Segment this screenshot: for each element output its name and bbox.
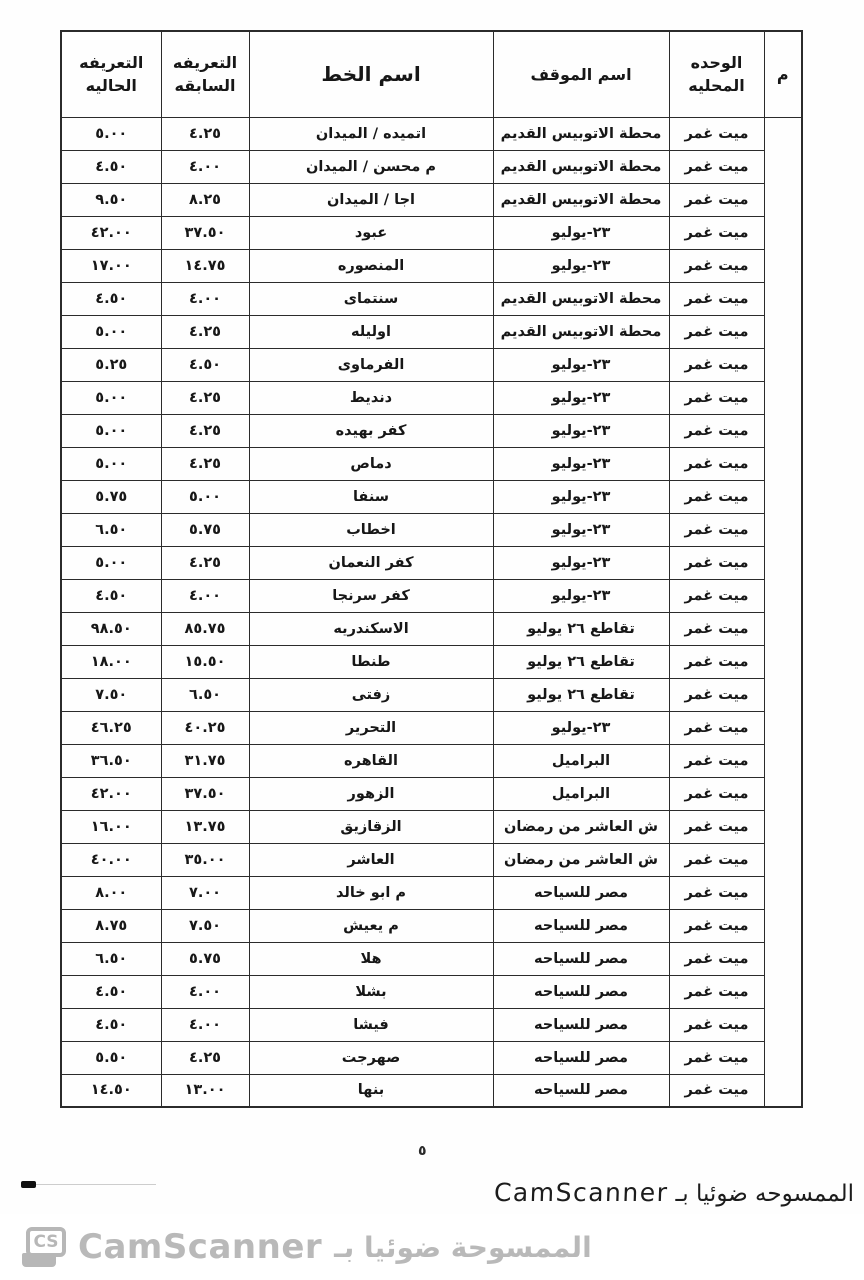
cell-curr: ٥.٠٠ [61,315,161,348]
watermark-brand-text: CamScanner [493,1178,669,1207]
cell-prev: ٤.٢٥ [161,447,249,480]
table-row [61,249,802,282]
table-row [61,711,802,744]
cell-prev: ٤.٠٠ [161,579,249,612]
cell-station: محطة الاتوبيس القديم [493,150,669,183]
cell-curr: ٥.٠٠ [61,117,161,150]
cell-curr: ١٤.٥٠ [61,1074,161,1107]
cell-prev: ٦.٥٠ [161,678,249,711]
cell-unit: ميت غمر [669,645,764,678]
cell-curr: ٥.٠٠ [61,381,161,414]
cell-prev: ٤.٢٥ [161,117,249,150]
cell-line: بنها [249,1074,493,1107]
cell-unit: ميت غمر [669,843,764,876]
table-row [61,315,802,348]
table-row [61,216,802,249]
cell-unit: ميت غمر [669,612,764,645]
cell-station: ٢٣-يوليو [493,513,669,546]
table-row [61,810,802,843]
cell-line: الزقازيق [249,810,493,843]
camscanner-logo-cs-text: CS [26,1227,66,1257]
cell-line: م يعيش [249,909,493,942]
cell-prev: ٤.٥٠ [161,348,249,381]
cell-station: تقاطع ٢٦ يوليو [493,678,669,711]
cell-line: الاسكندريه [249,612,493,645]
cell-unit: ميت غمر [669,282,764,315]
cell-station: ش العاشر من رمضان [493,810,669,843]
cell-prev: ٤.٠٠ [161,282,249,315]
camscanner-footer-bar [0,1214,864,1280]
cell-curr: ٩.٥٠ [61,183,161,216]
cell-station: ٢٣-يوليو [493,414,669,447]
cell-station: ٢٣-يوليو [493,381,669,414]
header-previous-tariff: التعريفه السابقه [161,31,249,117]
cell-curr: ٥.٠٠ [61,414,161,447]
cell-line: اخطاب [249,513,493,546]
cell-line: القاهره [249,744,493,777]
cell-station: محطة الاتوبيس القديم [493,183,669,216]
cell-unit: ميت غمر [669,777,764,810]
cell-unit: ميت غمر [669,183,764,216]
cell-unit: ميت غمر [669,1041,764,1074]
cell-unit: ميت غمر [669,348,764,381]
cell-line: العاشر [249,843,493,876]
cell-line: كفر النعمان [249,546,493,579]
table-row [61,348,802,381]
cell-unit: ميت غمر [669,876,764,909]
table-row [61,744,802,777]
table-row [61,678,802,711]
cell-unit: ميت غمر [669,678,764,711]
table-row [61,1074,802,1107]
cell-prev: ٣٧.٥٠ [161,216,249,249]
cell-prev: ٥.٧٥ [161,942,249,975]
table-row [61,150,802,183]
table-row [61,1008,802,1041]
header-row [61,31,802,117]
cell-station: مصر للسياحه [493,909,669,942]
table-row [61,1041,802,1074]
cell-unit: ميت غمر [669,942,764,975]
cell-unit: ميت غمر [669,381,764,414]
table-row [61,546,802,579]
cell-curr: ٨.٧٥ [61,909,161,942]
cell-line: طنطا [249,645,493,678]
table-row [61,909,802,942]
table-row [61,876,802,909]
cell-line: هلا [249,942,493,975]
cell-unit: ميت غمر [669,909,764,942]
cell-curr: ٤.٥٠ [61,1008,161,1041]
cell-prev: ٥.٧٥ [161,513,249,546]
cell-line: كفر بهيده [249,414,493,447]
cell-prev: ٤.٢٥ [161,1041,249,1074]
cell-unit: ميت غمر [669,810,764,843]
cell-line: زفتى [249,678,493,711]
cell-line: دماص [249,447,493,480]
cell-line: كفر سرنجا [249,579,493,612]
cell-curr: ٤.٥٠ [61,975,161,1008]
cell-prev: ٤.٢٥ [161,546,249,579]
cell-unit: ميت غمر [669,711,764,744]
cell-prev: ٣١.٧٥ [161,744,249,777]
fare-table-header [61,31,802,117]
cell-unit: ميت غمر [669,744,764,777]
cell-prev: ٣٧.٥٠ [161,777,249,810]
cell-station: تقاطع ٢٦ يوليو [493,612,669,645]
cell-curr: ٦.٥٠ [61,942,161,975]
cell-curr: ٤٢.٠٠ [61,216,161,249]
header-line-name: اسم الخط [249,31,493,117]
cell-line: التحرير [249,711,493,744]
cell-prev: ٤.٢٥ [161,414,249,447]
cell-unit: ميت غمر [669,1074,764,1107]
cell-prev: ١٣.٠٠ [161,1074,249,1107]
fare-table [60,30,803,1108]
cell-line: بشلا [249,975,493,1008]
cell-station: مصر للسياحه [493,975,669,1008]
cell-curr: ٤.٥٠ [61,579,161,612]
cell-prev: ٤.٠٠ [161,150,249,183]
cell-curr: ١٧.٠٠ [61,249,161,282]
cell-unit: ميت غمر [669,315,764,348]
cell-curr: ٧.٥٠ [61,678,161,711]
cell-prev: ٤.٠٠ [161,1008,249,1041]
cell-prev: ١٥.٥٠ [161,645,249,678]
cell-unit: ميت غمر [669,513,764,546]
page-number: ٥ [418,1143,427,1159]
cell-curr: ١٦.٠٠ [61,810,161,843]
cell-prev: ٤.٢٥ [161,381,249,414]
cell-station: البراميل [493,744,669,777]
table-row [61,381,802,414]
header-station-name: اسم الموقف [493,31,669,117]
cell-curr: ٣٦.٥٠ [61,744,161,777]
serial-cell-empty [764,117,802,1107]
cell-station: مصر للسياحه [493,876,669,909]
cell-line: م ابو خالد [249,876,493,909]
table-row [61,579,802,612]
cell-station: ٢٣-يوليو [493,249,669,282]
cell-line: دنديط [249,381,493,414]
cell-unit: ميت غمر [669,150,764,183]
cell-station: ش العاشر من رمضان [493,843,669,876]
cell-curr: ٤٠.٠٠ [61,843,161,876]
table-row [61,612,802,645]
table-row [61,117,802,150]
cell-curr: ٤٦.٢٥ [61,711,161,744]
cell-curr: ٦.٥٠ [61,513,161,546]
cell-line: سنتماى [249,282,493,315]
cell-line: الزهور [249,777,493,810]
cell-station: ٢٣-يوليو [493,216,669,249]
cell-unit: ميت غمر [669,480,764,513]
cell-station: ٢٣-يوليو [493,579,669,612]
cell-station: مصر للسياحه [493,942,669,975]
cell-prev: ٨٥.٧٥ [161,612,249,645]
cell-prev: ٥.٠٠ [161,480,249,513]
header-local-unit: الوحده المحليه [669,31,764,117]
cell-prev: ٣٥.٠٠ [161,843,249,876]
cell-line: اجا / الميدان [249,183,493,216]
cell-curr: ٤٢.٠٠ [61,777,161,810]
table-row [61,480,802,513]
cell-unit: ميت غمر [669,579,764,612]
cell-prev: ٤٠.٢٥ [161,711,249,744]
cell-station: ٢٣-يوليو [493,546,669,579]
cell-curr: ٨.٠٠ [61,876,161,909]
cell-unit: ميت غمر [669,447,764,480]
cell-curr: ٥.٠٠ [61,546,161,579]
cell-prev: ١٣.٧٥ [161,810,249,843]
cell-line: م محسن / الميدان [249,150,493,183]
cell-prev: ١٤.٧٥ [161,249,249,282]
watermark-arabic-text: الممسوحه ضوئيا بـ [675,1181,854,1207]
cell-curr: ٥.٧٥ [61,480,161,513]
camscanner-watermark-note [494,1178,854,1207]
cell-curr: ١٨.٠٠ [61,645,161,678]
table-row [61,777,802,810]
table-row [61,645,802,678]
cell-line: المنصوره [249,249,493,282]
cell-prev: ٤.٢٥ [161,315,249,348]
camscanner-logo-icon [22,1227,66,1267]
cell-station: محطة الاتوبيس القديم [493,117,669,150]
cell-line: الفرماوى [249,348,493,381]
table-row [61,282,802,315]
cell-prev: ٧.٠٠ [161,876,249,909]
cell-prev: ٧.٥٠ [161,909,249,942]
cell-station: ٢٣-يوليو [493,447,669,480]
cell-station: ٢٣-يوليو [493,348,669,381]
cell-curr: ٥.٢٥ [61,348,161,381]
scan-artifact-dash [21,1181,36,1188]
cell-station: محطة الاتوبيس القديم [493,315,669,348]
scan-artifact-line [36,1184,156,1185]
cell-line: صهرجت [249,1041,493,1074]
cell-prev: ٨.٢٥ [161,183,249,216]
fare-table-body [61,117,802,1107]
cell-unit: ميت غمر [669,249,764,282]
cell-station: مصر للسياحه [493,1074,669,1107]
cell-station: ٢٣-يوليو [493,711,669,744]
cell-curr: ٤.٥٠ [61,282,161,315]
cell-station: مصر للسياحه [493,1008,669,1041]
header-serial: م [764,31,802,117]
cell-line: سنفا [249,480,493,513]
cell-line: اوليله [249,315,493,348]
table-row [61,843,802,876]
table-row [61,414,802,447]
table-row [61,975,802,1008]
cell-curr: ٥.٠٠ [61,447,161,480]
cell-line: اتميده / الميدان [249,117,493,150]
cell-curr: ٩٨.٥٠ [61,612,161,645]
cell-unit: ميت غمر [669,975,764,1008]
cell-unit: ميت غمر [669,216,764,249]
cell-curr: ٥.٥٠ [61,1041,161,1074]
cell-station: تقاطع ٢٦ يوليو [493,645,669,678]
cell-station: ٢٣-يوليو [493,480,669,513]
cell-prev: ٤.٠٠ [161,975,249,1008]
table-row [61,447,802,480]
cell-unit: ميت غمر [669,546,764,579]
cell-station: محطة الاتوبيس القديم [493,282,669,315]
header-current-tariff: التعريفه الحاليه [61,31,161,117]
table-row [61,183,802,216]
cell-line: فيشا [249,1008,493,1041]
table-row [61,942,802,975]
cell-curr: ٤.٥٠ [61,150,161,183]
cell-line: عبود [249,216,493,249]
footer-brand-text: CamScanner [78,1227,323,1267]
table-row [61,513,802,546]
cell-unit: ميت غمر [669,1008,764,1041]
cell-unit: ميت غمر [669,117,764,150]
cell-station: البراميل [493,777,669,810]
cell-station: مصر للسياحه [493,1041,669,1074]
cell-unit: ميت غمر [669,414,764,447]
footer-arabic-text: الممسوحة ضوئيا بـ [334,1230,592,1264]
